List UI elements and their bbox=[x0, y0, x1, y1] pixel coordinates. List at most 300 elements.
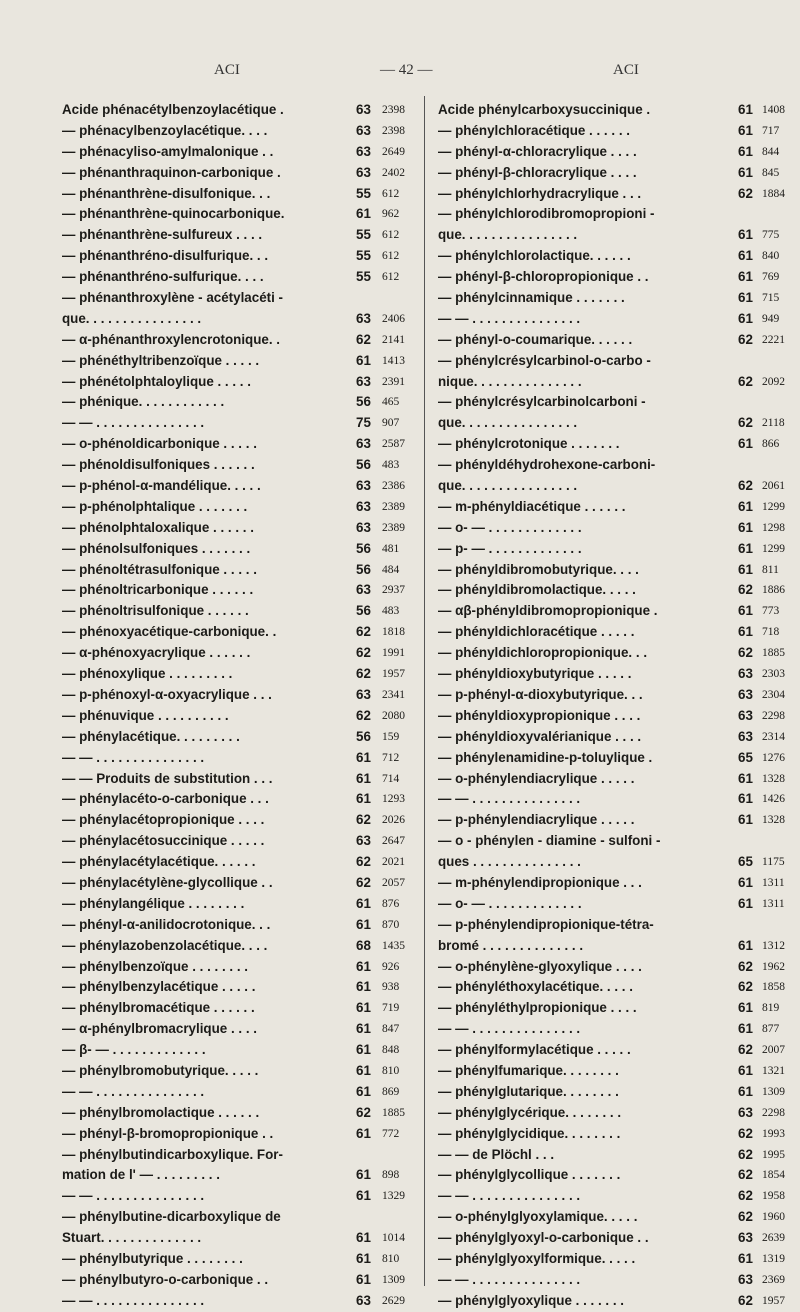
entry-page: 1319 bbox=[762, 1252, 785, 1265]
entry-page: 612 bbox=[382, 250, 400, 263]
entry-page: 848 bbox=[382, 1044, 400, 1057]
entry-volume: 61 bbox=[356, 1000, 371, 1016]
entry-name: — phénylglycollique . . . . . . . bbox=[438, 1167, 621, 1183]
entry-page: 1885 bbox=[762, 647, 785, 660]
entry-page: 840 bbox=[762, 250, 780, 263]
index-entry bbox=[62, 497, 414, 518]
entry-volume: 62 bbox=[738, 958, 753, 974]
entry-page: 612 bbox=[382, 271, 400, 284]
entry-name: — phénylbromolactique . . . . . . bbox=[62, 1104, 260, 1120]
index-entry bbox=[438, 1040, 792, 1061]
entry-volume: 63 bbox=[356, 164, 371, 180]
index-entry bbox=[62, 810, 414, 831]
entry-volume: 62 bbox=[738, 373, 753, 389]
entry-name: — phénylchloracétique . . . . . . bbox=[438, 122, 630, 138]
entry-name: — phényl-α-anilidocrotonique. . . bbox=[62, 916, 271, 932]
entry-volume: 61 bbox=[738, 102, 753, 117]
index-entry bbox=[438, 727, 792, 748]
index-entry bbox=[438, 706, 792, 727]
entry-name: — phénylbutindicarboxylique. For- bbox=[62, 1146, 283, 1162]
entry-volume: 62 bbox=[738, 415, 753, 431]
entry-volume: 75 bbox=[356, 415, 371, 431]
entry-volume: 61 bbox=[738, 874, 753, 890]
entry-page: 1886 bbox=[762, 584, 785, 597]
entry-page: 1311 bbox=[762, 897, 785, 910]
entry-page: 949 bbox=[762, 312, 780, 325]
index-entry bbox=[62, 309, 414, 330]
index-entry bbox=[62, 204, 414, 225]
entry-page: 2314 bbox=[762, 730, 785, 743]
entry-name: — phényldioxyvalérianique . . . . bbox=[438, 728, 642, 744]
entry-page: 2402 bbox=[382, 166, 405, 179]
index-entry bbox=[62, 873, 414, 894]
index-entry bbox=[62, 789, 414, 810]
index-entry bbox=[62, 351, 414, 372]
entry-volume: 63 bbox=[356, 519, 371, 535]
entry-page: 2649 bbox=[382, 145, 405, 158]
entry-name: ques . . . . . . . . . . . . . . . bbox=[438, 854, 581, 870]
entry-volume: 61 bbox=[356, 1167, 371, 1183]
index-entry bbox=[438, 351, 792, 372]
entry-page: 877 bbox=[762, 1023, 780, 1036]
entry-name: — β- — . . . . . . . . . . . . . bbox=[62, 1042, 206, 1058]
index-entry bbox=[438, 204, 792, 225]
entry-page: 2080 bbox=[382, 709, 405, 722]
entry-volume: 62 bbox=[738, 1042, 753, 1058]
entry-name: — α-phénylbromacrylique . . . . bbox=[62, 1021, 257, 1037]
index-entry bbox=[62, 225, 414, 246]
index-entry bbox=[438, 894, 792, 915]
entry-volume: 61 bbox=[356, 791, 371, 807]
index-entry bbox=[62, 372, 414, 393]
index-entry bbox=[438, 372, 792, 393]
index-entry bbox=[62, 1270, 414, 1291]
entry-page: 2937 bbox=[382, 584, 405, 597]
entry-volume: 62 bbox=[738, 1209, 753, 1225]
entry-page: 2389 bbox=[382, 521, 405, 534]
entry-name: — phénylacétopropionique . . . . bbox=[62, 812, 265, 828]
index-entry bbox=[438, 309, 792, 330]
index-entry bbox=[438, 330, 792, 351]
entry-page: 712 bbox=[382, 751, 400, 764]
index-entry bbox=[62, 643, 414, 664]
index-entry bbox=[438, 1061, 792, 1082]
index-entry bbox=[438, 1249, 792, 1270]
index-entry bbox=[62, 100, 414, 121]
entry-volume: 62 bbox=[356, 1104, 371, 1120]
entry-page: 483 bbox=[382, 459, 400, 472]
index-entry bbox=[438, 225, 792, 246]
entry-page: 1329 bbox=[382, 1190, 405, 1203]
entry-page: 1175 bbox=[762, 856, 785, 869]
entry-page: 1426 bbox=[762, 793, 785, 806]
entry-name: — phénylcrésylcarbinol-o-carbo - bbox=[438, 352, 651, 368]
entry-volume: 63 bbox=[356, 1292, 371, 1308]
entry-name: — phénolphtaloxalique . . . . . . bbox=[62, 519, 254, 535]
index-entry bbox=[62, 163, 414, 184]
entry-volume: 63 bbox=[356, 102, 371, 117]
index-entry bbox=[62, 539, 414, 560]
index-entry bbox=[62, 330, 414, 351]
entry-volume: 61 bbox=[738, 1250, 753, 1266]
entry-volume: 63 bbox=[738, 1271, 753, 1287]
entry-page: 2389 bbox=[382, 500, 405, 513]
entry-volume: 61 bbox=[738, 1062, 753, 1078]
index-entry bbox=[62, 664, 414, 685]
entry-volume: 55 bbox=[356, 269, 371, 285]
entry-volume: 63 bbox=[356, 143, 371, 159]
entry-page: 159 bbox=[382, 730, 400, 743]
entry-page: 714 bbox=[382, 772, 400, 785]
entry-page: 1435 bbox=[382, 939, 405, 952]
entry-page: 876 bbox=[382, 897, 400, 910]
entry-page: 1298 bbox=[762, 521, 785, 534]
entry-page: 2406 bbox=[382, 312, 405, 325]
entry-name: — phénanthrène-disulfonique. . . bbox=[62, 185, 271, 201]
entry-volume: 61 bbox=[356, 1250, 371, 1266]
entry-name: Stuart. . . . . . . . . . . . . . bbox=[62, 1230, 202, 1246]
index-entry bbox=[438, 1291, 792, 1312]
entry-volume: 61 bbox=[356, 206, 371, 222]
entry-name: nique. . . . . . . . . . . . . . . bbox=[438, 373, 582, 389]
entry-name: — phénique. . . . . . . . . . . . bbox=[62, 394, 225, 410]
entry-name: — phénylcinnamique . . . . . . . bbox=[438, 290, 625, 306]
entry-page: 2304 bbox=[762, 688, 785, 701]
entry-page: 2298 bbox=[762, 1106, 785, 1119]
entry-page: 811 bbox=[762, 563, 779, 576]
entry-volume: 61 bbox=[356, 895, 371, 911]
entry-page: 1885 bbox=[382, 1106, 405, 1119]
entry-page: 2587 bbox=[382, 438, 405, 451]
entry-name: — phényldibromolactique. . . . . bbox=[438, 582, 636, 598]
entry-name: — phénylbromacétique . . . . . . bbox=[62, 1000, 255, 1016]
entry-name: — phénylglyoxylique . . . . . . . bbox=[438, 1292, 625, 1308]
entry-page: 2647 bbox=[382, 835, 405, 848]
entry-name: — phénoldisulfoniques . . . . . . bbox=[62, 457, 255, 473]
entry-name: — phénoxylique . . . . . . . . . bbox=[62, 666, 233, 682]
index-entry bbox=[62, 998, 414, 1019]
entry-page: 719 bbox=[382, 1002, 400, 1015]
index-entry bbox=[62, 184, 414, 205]
index-entry bbox=[62, 1186, 414, 1207]
entry-name: — p-phénol-α-mandélique. . . . . bbox=[62, 478, 261, 494]
entry-volume: 61 bbox=[738, 519, 753, 535]
index-column-right bbox=[438, 100, 792, 1312]
entry-volume: 63 bbox=[356, 498, 371, 514]
index-entry bbox=[438, 831, 792, 852]
entry-volume: 55 bbox=[356, 248, 371, 264]
entry-volume: 63 bbox=[356, 436, 371, 452]
index-entry bbox=[438, 977, 792, 998]
entry-volume: 63 bbox=[738, 666, 753, 682]
entry-volume: 61 bbox=[356, 1062, 371, 1078]
entry-name: — phényldichloropropionique. . . bbox=[438, 645, 648, 661]
entry-name: — phényl-β-bromopropionique . . bbox=[62, 1125, 274, 1141]
entry-name: — phénacyliso-amylmalonique . . bbox=[62, 143, 274, 159]
index-entry bbox=[62, 580, 414, 601]
index-entry bbox=[62, 1291, 414, 1312]
entry-volume: 56 bbox=[356, 561, 371, 577]
entry-page: 1991 bbox=[382, 647, 405, 660]
entry-name: — phénacylbenzoylacétique. . . . bbox=[62, 122, 268, 138]
entry-volume: 65 bbox=[738, 854, 753, 870]
entry-volume: 61 bbox=[738, 812, 753, 828]
entry-page: 717 bbox=[762, 124, 780, 137]
index-entry bbox=[62, 1124, 414, 1145]
index-entry bbox=[62, 1228, 414, 1249]
entry-name: — phénylglutarique. . . . . . . . bbox=[438, 1083, 619, 1099]
entry-page: 2221 bbox=[762, 333, 785, 346]
entry-page: 845 bbox=[762, 166, 780, 179]
entry-volume: 61 bbox=[738, 269, 753, 285]
entry-page: 926 bbox=[382, 960, 400, 973]
entry-volume: 62 bbox=[738, 582, 753, 598]
entry-name: — phénylchlorodibromopropioni - bbox=[438, 206, 655, 222]
entry-name: — — . . . . . . . . . . . . . . . bbox=[438, 310, 581, 326]
index-entry bbox=[62, 1040, 414, 1061]
entry-volume: 62 bbox=[356, 645, 371, 661]
entry-name: — phényldioxybutyrique . . . . . bbox=[438, 666, 632, 682]
entry-page: 810 bbox=[382, 1064, 400, 1077]
entry-name: — — de Plöchl . . . bbox=[438, 1146, 555, 1162]
index-entry bbox=[62, 706, 414, 727]
entry-volume: 61 bbox=[738, 310, 753, 326]
entry-page: 962 bbox=[382, 208, 400, 221]
entry-name: — m-phényldiacétique . . . . . . bbox=[438, 498, 626, 514]
entry-page: 1328 bbox=[762, 772, 785, 785]
index-entry bbox=[438, 1270, 792, 1291]
entry-volume: 62 bbox=[356, 854, 371, 870]
index-entry bbox=[438, 1186, 792, 1207]
entry-name: — — . . . . . . . . . . . . . . . bbox=[62, 1292, 205, 1308]
entry-name: — phénylbutyrique . . . . . . . . bbox=[62, 1250, 243, 1266]
entry-page: 2057 bbox=[382, 876, 405, 889]
entry-volume: 63 bbox=[356, 478, 371, 494]
index-entry bbox=[62, 831, 414, 852]
entry-name: — phénanthréno-sulfurique. . . . bbox=[62, 269, 264, 285]
entry-name: — o-phénoldicarbonique . . . . . bbox=[62, 436, 257, 452]
entry-name: — phénylbutine-dicarboxylique de bbox=[62, 1209, 281, 1225]
entry-page: 2398 bbox=[382, 104, 405, 116]
entry-name: — phénylangélique . . . . . . . . bbox=[62, 895, 245, 911]
entry-name: — phénylacétosuccinique . . . . . bbox=[62, 833, 265, 849]
entry-volume: 62 bbox=[356, 874, 371, 890]
entry-name: — phénylformylacétique . . . . . bbox=[438, 1042, 631, 1058]
index-entry bbox=[438, 392, 792, 413]
entry-volume: 61 bbox=[356, 1271, 371, 1287]
entry-volume: 61 bbox=[738, 227, 753, 243]
entry-name: — phényldioxypropionique . . . . bbox=[438, 707, 641, 723]
entry-name: que. . . . . . . . . . . . . . . . bbox=[438, 227, 578, 243]
entry-page: 866 bbox=[762, 438, 780, 451]
index-entry bbox=[62, 392, 414, 413]
entry-volume: 61 bbox=[738, 791, 753, 807]
entry-page: 1309 bbox=[382, 1273, 405, 1286]
entry-page: 1311 bbox=[762, 876, 785, 889]
entry-name: — o- — . . . . . . . . . . . . . bbox=[438, 895, 582, 911]
entry-volume: 62 bbox=[738, 331, 753, 347]
entry-name: bromé . . . . . . . . . . . . . . bbox=[438, 937, 584, 953]
entry-name: — phénanthréno-disulfurique. . . bbox=[62, 248, 269, 264]
entry-page: 2369 bbox=[762, 1273, 785, 1286]
entry-page: 2007 bbox=[762, 1044, 785, 1057]
entry-volume: 62 bbox=[356, 812, 371, 828]
entry-name: — phénoltricarbonique . . . . . . bbox=[62, 582, 254, 598]
entry-name: — phénylcrotonique . . . . . . . bbox=[438, 436, 620, 452]
entry-name: — p-phénoxyl-α-oxyacrylique . . . bbox=[62, 686, 272, 702]
entry-name: — phényl-o-coumarique. . . . . . bbox=[438, 331, 633, 347]
entry-name: — α-phénanthroxylencrotonique. . bbox=[62, 331, 281, 347]
entry-name: — — . . . . . . . . . . . . . . . bbox=[438, 1271, 581, 1287]
entry-name: — phénylazobenzolacétique. . . . bbox=[62, 937, 268, 953]
entry-page: 1960 bbox=[762, 1211, 785, 1224]
index-entry bbox=[438, 748, 792, 769]
entry-page: 844 bbox=[762, 145, 780, 158]
entry-name: — o-phénylendiacrylique . . . . . bbox=[438, 770, 635, 786]
index-entry bbox=[438, 810, 792, 831]
entry-page: 938 bbox=[382, 981, 400, 994]
index-entry bbox=[62, 957, 414, 978]
entry-page: 847 bbox=[382, 1023, 400, 1036]
entry-volume: 62 bbox=[738, 1125, 753, 1141]
entry-volume: 62 bbox=[738, 1167, 753, 1183]
index-entry bbox=[62, 455, 414, 476]
entry-name: que. . . . . . . . . . . . . . . . bbox=[62, 310, 202, 326]
entry-page: 2303 bbox=[762, 668, 785, 681]
index-entry bbox=[438, 1124, 792, 1145]
index-entry bbox=[438, 246, 792, 267]
entry-name: — phénylbenzoïque . . . . . . . . bbox=[62, 958, 248, 974]
index-entry bbox=[62, 476, 414, 497]
entry-name: — phénylbenzylacétique . . . . . bbox=[62, 979, 256, 995]
entry-volume: 61 bbox=[356, 979, 371, 995]
entry-volume: 62 bbox=[738, 1188, 753, 1204]
entry-page: 1293 bbox=[382, 793, 405, 806]
entry-name: — phénylacétylacétique. . . . . . bbox=[62, 854, 256, 870]
entry-page: 769 bbox=[762, 271, 780, 284]
entry-page: 1962 bbox=[762, 960, 785, 973]
index-entry bbox=[62, 1103, 414, 1124]
entry-volume: 63 bbox=[356, 686, 371, 702]
index-entry bbox=[62, 1207, 414, 1228]
entry-volume: 68 bbox=[356, 937, 371, 953]
index-entry bbox=[438, 539, 792, 560]
entry-page: 715 bbox=[762, 292, 780, 305]
entry-name: — phénylchlorolactique. . . . . . bbox=[438, 248, 631, 264]
entry-name: — phényléthylpropionique . . . . bbox=[438, 1000, 637, 1016]
entry-volume: 61 bbox=[356, 1042, 371, 1058]
entry-page: 1858 bbox=[762, 981, 785, 994]
entry-volume: 63 bbox=[356, 373, 371, 389]
entry-page: 2639 bbox=[762, 1232, 785, 1245]
entry-page: 2061 bbox=[762, 480, 785, 493]
entry-volume: 63 bbox=[738, 1230, 753, 1246]
index-entry bbox=[438, 622, 792, 643]
entry-name: — phénylbromobutyrique. . . . . bbox=[62, 1062, 259, 1078]
entry-volume: 62 bbox=[356, 624, 371, 640]
entry-page: 819 bbox=[762, 1002, 780, 1015]
entry-name: — — . . . . . . . . . . . . . . . bbox=[438, 791, 581, 807]
entry-name: — phényl-β-chloropropionique . . bbox=[438, 269, 649, 285]
index-entry bbox=[62, 518, 414, 539]
entry-volume: 55 bbox=[356, 227, 371, 243]
entry-name: — α-phénoxyacrylique . . . . . . bbox=[62, 645, 251, 661]
entry-page: 869 bbox=[382, 1085, 400, 1098]
index-entry bbox=[438, 1103, 792, 1124]
entry-name: — phénanthraquinon-carbonique . bbox=[62, 164, 281, 180]
entry-name: — phénylacétylène-glycollique . . bbox=[62, 874, 273, 890]
entry-page: 1408 bbox=[762, 104, 785, 116]
entry-volume: 62 bbox=[738, 645, 753, 661]
entry-volume: 62 bbox=[738, 1292, 753, 1308]
entry-page: 1299 bbox=[762, 542, 785, 555]
index-entry bbox=[62, 915, 414, 936]
index-entry bbox=[438, 601, 792, 622]
entry-volume: 56 bbox=[356, 394, 371, 410]
index-entry bbox=[438, 936, 792, 957]
index-entry bbox=[438, 163, 792, 184]
entry-page: 772 bbox=[382, 1127, 400, 1140]
entry-page: 1957 bbox=[382, 668, 405, 681]
entry-page: 1312 bbox=[762, 939, 785, 952]
index-entry bbox=[62, 936, 414, 957]
entry-volume: 62 bbox=[356, 707, 371, 723]
entry-name: — o-phénylène-glyoxylique . . . . bbox=[438, 958, 642, 974]
entry-volume: 56 bbox=[356, 457, 371, 473]
entry-page: 1276 bbox=[762, 751, 785, 764]
index-entry bbox=[62, 267, 414, 288]
entry-name: — phényldéhydrohexone-carboni- bbox=[438, 457, 656, 473]
index-entry bbox=[438, 434, 792, 455]
entry-volume: 63 bbox=[738, 686, 753, 702]
entry-volume: 62 bbox=[738, 979, 753, 995]
entry-page: 465 bbox=[382, 396, 400, 409]
entry-volume: 61 bbox=[738, 937, 753, 953]
entry-name: — o-phénylglyoxylamique. . . . . bbox=[438, 1209, 638, 1225]
index-entry bbox=[62, 622, 414, 643]
entry-name: — o - phénylen - diamine - sulfoni - bbox=[438, 833, 661, 849]
entry-name: — p-phénolphtalique . . . . . . . bbox=[62, 498, 248, 514]
index-entry bbox=[438, 1165, 792, 1186]
index-entry bbox=[438, 184, 792, 205]
index-entry bbox=[438, 476, 792, 497]
entry-page: 612 bbox=[382, 187, 400, 200]
entry-volume: 61 bbox=[738, 561, 753, 577]
entry-page: 2398 bbox=[382, 124, 405, 137]
index-entry bbox=[62, 121, 414, 142]
index-entry bbox=[62, 685, 414, 706]
entry-page: 773 bbox=[762, 605, 780, 618]
entry-page: 2341 bbox=[382, 688, 405, 701]
entry-volume: 61 bbox=[356, 916, 371, 932]
entry-page: 907 bbox=[382, 417, 400, 430]
index-entry bbox=[438, 1019, 792, 1040]
index-entry bbox=[62, 1061, 414, 1082]
index-entry bbox=[62, 894, 414, 915]
entry-name: — p-phénylendiacrylique . . . . . bbox=[438, 812, 635, 828]
index-entry bbox=[438, 518, 792, 539]
entry-volume: 63 bbox=[738, 728, 753, 744]
entry-volume: 61 bbox=[356, 1188, 371, 1204]
entry-name: — phénanthrène-quinocarbonique. bbox=[62, 206, 285, 222]
entry-name: — phénanthrène-sulfureux . . . . bbox=[62, 227, 263, 243]
entry-name: — m-phénylendipropionique . . . bbox=[438, 874, 642, 890]
index-entry bbox=[438, 100, 792, 121]
entry-name: — phénolsulfoniques . . . . . . . bbox=[62, 540, 251, 556]
entry-volume: 61 bbox=[738, 164, 753, 180]
entry-volume: 61 bbox=[356, 1230, 371, 1246]
entry-page: 484 bbox=[382, 563, 400, 576]
